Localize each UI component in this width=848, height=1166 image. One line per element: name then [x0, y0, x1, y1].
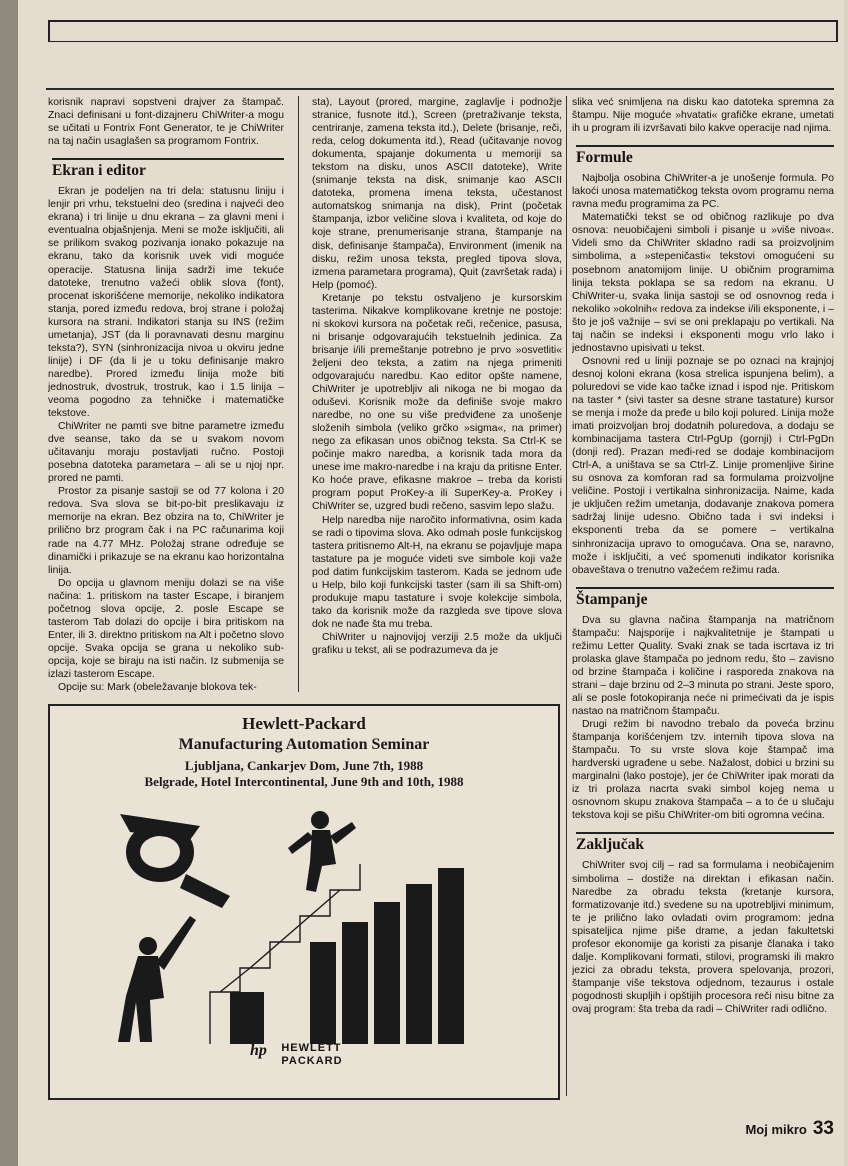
column-3	[572, 96, 834, 1121]
paragraph: sta), Layout (prored, margine, zaglavlje i podnožje stranice, fusnote itd.), Screen (pretraživanje teksta, centriranje, zamena teksta itd.), Delete (brisanje, reči, reda, celog dokumenta itd.), Read (učitavanje novog dokumenta, spajanje dokumenta u memoriji sa tekstom na disku, unos ASCII datoteke), Write (snimanje teksta na disk, snimanje kao ASCII datoteka, promena imena teksta, učestanost automatskog snimanja na disk), Print (početak štampanja, izbor veličine slova i kvaliteta, od koje do koje strane, prenumerisanje strana, štampanje na disk, definisanje štampača), Environment (imenik na disku, režim unosa teksta, pregled tipova slova, izmena parametara programa), Quit (završetak rada) i Help (pomoć).	[312, 97, 562, 291]
hp-logo-line: PACKARD	[281, 1055, 343, 1067]
section-heading: Formule	[576, 145, 834, 164]
top-rule	[46, 88, 834, 90]
page-footer	[745, 1118, 834, 1140]
page-number: 33	[812, 1118, 834, 1139]
paragraph: Prostor za pisanje sastoji se od 77 kolona i 20 redova. Sva slova se bit-po-bit preslikavaju iz memorije na ekran. Bez obzira na to, ChiWriter je prilično brz program čak i na PC računarima koji rade na 4.77 MHz. Položaj strane određuje se dinamički i prikazuje se na ekranu kao horizontalna linija.	[48, 486, 284, 576]
hp-logo-mark: hp	[250, 1042, 267, 1059]
paragraph: Drugi režim bi navodno trebalo da poveća brzinu štampanja korišćenjem tzv. internih tipova slova na štampaču. To su vrste slova koje štampač ima hardverski ugrađene u sebe. Nažalost, dobici u brzini su marginalni (lako postoje), jer će ChiWriter ipak morati da iz tri prolaza nacrta svaki simbol kojeg nema u osnovnom skupu znakova štampača – a to će u slučaju tekstova koji se pišu ChiWriter-om biti ogromna većina.	[572, 719, 834, 822]
section-heading: Zaključak	[576, 832, 834, 851]
hp-logo	[250, 1042, 343, 1069]
paragraph: Opcije su: Mark (obeležavanje blokova tek-	[58, 682, 257, 692]
staircase-bars	[230, 868, 464, 1044]
paragraph: Matematički tekst se od običnog razlikuje po dva osnova: neuobičajeni simboli i pisanje u »više nivoa«. Videli smo da ChiWriter skladno radi sa proizvoljnim simbolima, a »stepeničasti« tekstovi omogućeni su posebnom anatomijom linije. U običnim programima linija teksta poklapa se sa redom na ekranu. U ChiWriter-u, svaka linija sastoji se od osnovnog reda i nekoliko »okolnih« redova za indekse i/ili eksponente, i – što je još važnije – svi se oni preklapaju po vertikali. Na taj način se indeksi i eksponenti mogu vrlo lako i jednostavno upisivati u tekst.	[572, 212, 834, 354]
paragraph: ChiWriter svoj cilj – rad sa formulama i neobičajenim simbolima – dostiže na direktan i efikasan način. Naredbe za obradu teksta (kretanje kursora, formatizovanje itd.) svedene su na upotrebljivi minimum, te je prilično lako ovladati ovim programom: jedna spisateljica njime piše drame, a jedan fakultetski profesor ekonomije ga koristi za pisanje članaka i tako dalje. Komplikovani formati, stilovi, programski ili makro jezici za obradu teksta, provera spelovanja, prozori, štampanje više tekstova odjednom, tezaurus i ostale pogodnosti skupljih i opštijih procesora reči nisu bitne za ovaj program: šta treba da radi – ChiWriter radi odlično.	[572, 860, 834, 1015]
column-1	[48, 96, 284, 692]
column-divider	[566, 96, 567, 1096]
section-heading: Štampanje	[576, 587, 834, 606]
section-heading: Ekran i editor	[52, 158, 284, 177]
climber-bottom	[118, 916, 196, 1042]
paragraph: slika već snimljena na disku kao datoteka spremna za štampu. Nije moguće »hvatati« grafičke ekrane, umetati ih u program ili izvršavati bilo kakve operacije nad njima.	[572, 97, 834, 135]
advertisement	[48, 704, 560, 1100]
climber-top	[288, 811, 356, 892]
header-frame	[48, 20, 838, 42]
paragraph: Najbolja osobina ChiWriter-a je unošenje formula. Po lakoći unosa matematičkog teksta ovom programu nema ravna među programima za PC.	[572, 173, 834, 211]
paragraph: korisnik napravi sopstveni drajver za štampač. Znaci definisani u font-dizajneru ChiWriter-a mogu se učitati u Fontrix Font Generator, te je ChiWriter na taj način usaglašen sa programom Fontrix.	[48, 97, 284, 148]
ad-title: Manufacturing Automation Seminar	[178, 736, 430, 753]
paragraph: Dva su glavna načina štampanja na matričnom štampaču: Najsporije i najkvalitetnije je štampati u režimu Letter Quality. Svaki znak se tada iscrtava iz tri prolaska glave štampača po jednom redu, što – zavisno od brzine štampača i količine i rasporeda znakova na strani – daje brzinu od 2–3 minuta po strani. Jeste sporo, ali se posle fotokopiranja neće ni primećivati da je ispis nastao na matričnom štampaču.	[572, 614, 834, 718]
paragraph: Kretanje po tekstu ostvaljeno je kursorskim tasterima. Nikakve komplikovane kretnje ne postoje: ni skokovi kursora na početak reči, rečenice, pasusa, ni brisanje odgovarajućih tekstuelnih jedinica. Za brisanje i/ili premeštanje potrebno je prvo »osvetliti« željeni deo teksta, a zatim na njega primeniti odgovarajuću naredbu. Kao editor opšte namene, ChiWriter je upotrebljiv ali nikoga ne bi mogao da oduševi. Korisnik može da definiše svoje makro naredbe, no one su više predviđene za unošenje složenih simbola (veliko grčko »sigma«, na primer) nego za efikasan unos običnog teksta. Sa Ctrl-K se počinje makro naredba, a korisnik tada mora da unese ime makro-naredbe i na kraju da pritisne Enter. Ko hoće prave, efikasne makroe – treba da koristi program poput ProKey-a ili SuperKey-a. ProKey i ChiWriter se, uzgred budi rečeno, sasvim lepo slažu.	[312, 292, 562, 513]
page-gutter	[0, 0, 18, 1166]
illustration-climbers	[90, 792, 510, 1052]
paragraph: Do opcija u glavnom meniju dolazi se na više načina: 1. pritiskom na taster Escape, i biranjem početnog slova opcije, 2. posle Escape se tasterom Tab dolazi do opcije i bira pritiskom na Enter, ili 3. direktno pritiskom na Alt i početno slovo opcije. Svaka opcija se grana u nekoliko sub-opcija, koje se biraju na isti način. Iz submenija se izlazi tasterom Escape.	[48, 577, 284, 680]
column-divider	[298, 96, 299, 692]
magazine-name: Moj mikro	[745, 1122, 807, 1137]
paragraph: ChiWriter ne pamti sve bitne parametre između dve seanse, tako da se u svakom novom učitavanju moraju postavljati ručno. Postoji posebna datoteka parametara – ali se u njoj npr. prored ne pamti.	[48, 421, 284, 485]
ad-line: Belgrade, Hotel Intercontinental, June 9th and 10th, 1988	[144, 774, 464, 789]
ad-company: Hewlett-Packard	[242, 714, 366, 733]
paragraph: Ekran je podeljen na tri dela: statusnu liniju i lenjir pri vrhu, tekstuelni deo (sredina i najveći deo ekrana) i tri linije u dnu ekrana – za glavni meni i eventualna objašnjenja. Meni se može isključiti, ali se prilikom svakog pozivanja ionako pokazuje na ekranu, tako da korisnik uvek vidi moguće operacije. Statusna linija sadrži ime tekuće datoteke, trenutno važeći oblik slova (font), procenat iskorišćene memorije, nekoliko indikatora stanja, pored između redova, broj strane i položaj kursora na strani. Indikatori stanja su INS (režim umetanja), JST (da li poravnavati desnu marginu teksta?), SYN (sinhronizacija nivoa u okviru jedne linije) i DF (da li je u toku definisanje makro naredbe). Prored između linija može biti jednostruk, dvostruk, trostruk, kao i 1.5 linija – veoma pogodno za tehničke i matematičke tekstove.	[48, 186, 284, 420]
paragraph: Osnovni red u liniji poznaje se po oznaci na krajnjoj desnoj koloni ekrana (kosa strelica ispunjena belim), a poluredovi se vide kao tačke iznad i ispod nje. Pritiskom na taster * (sivi taster sa desne strane tastature) kursor se menja i može da pređe u bilo koji polured. Linija može imati proizvoljan broj dodatnih poluredova, a dodaju se kombinacijama tastera Ctrl-PgUp (gornji) i Ctrl-PgDn (donji red). Prazan međi-red se dodaje kombinacijom Ctrl-A, a uništava se sa Ctrl-Z. Linije promenljive širine su osnova za komforan rad sa formulama proizvoljne veličine. Postoji i vertikalna sinhronizacija. Naime, kada je uključen režim umetanja, dodavanje znakova pomera sadržaj linije udesno. Obično tada i svi indeksi i eksponenti treba da se pomere – vertikalna sinhronizacija upravo to omogućava. Ona se, naravno, može i isključiti, a već spomenuti indikator korisnika obaveštava o trenutno važećem režimu rada.	[572, 355, 834, 576]
paragraph: Help naredba nije naročito informativna, osim kada se radi o tipovima slova. Ako odmah posle funkcijskog tastera pritisnemo Alt-H, na ekranu se pojavljuje mapa tastature pa je moguće videti sve simbole koji važe pod datim funkcijskim tasterom. Kada se jednom uđe u Help, bilo koji funkcijski taster (sam ili sa Shift-om) produkuje mapu tastature i svoje kolekcije simbola, tako da korisnik može da razgleda sve tipove slova dok ne nađe šta mu treba.	[312, 514, 562, 630]
paragraph: ChiWriter u najnovijoj verziji 2.5 može da uključi grafiku u tekst, ali se podrazumeva da je	[312, 631, 562, 656]
hp-logo-line: HEWLETT	[281, 1042, 342, 1054]
ad-line: Ljubljana, Cankarjev Dom, June 7th, 1988	[184, 758, 424, 773]
robot-arm	[120, 814, 230, 908]
column-2	[312, 96, 562, 692]
